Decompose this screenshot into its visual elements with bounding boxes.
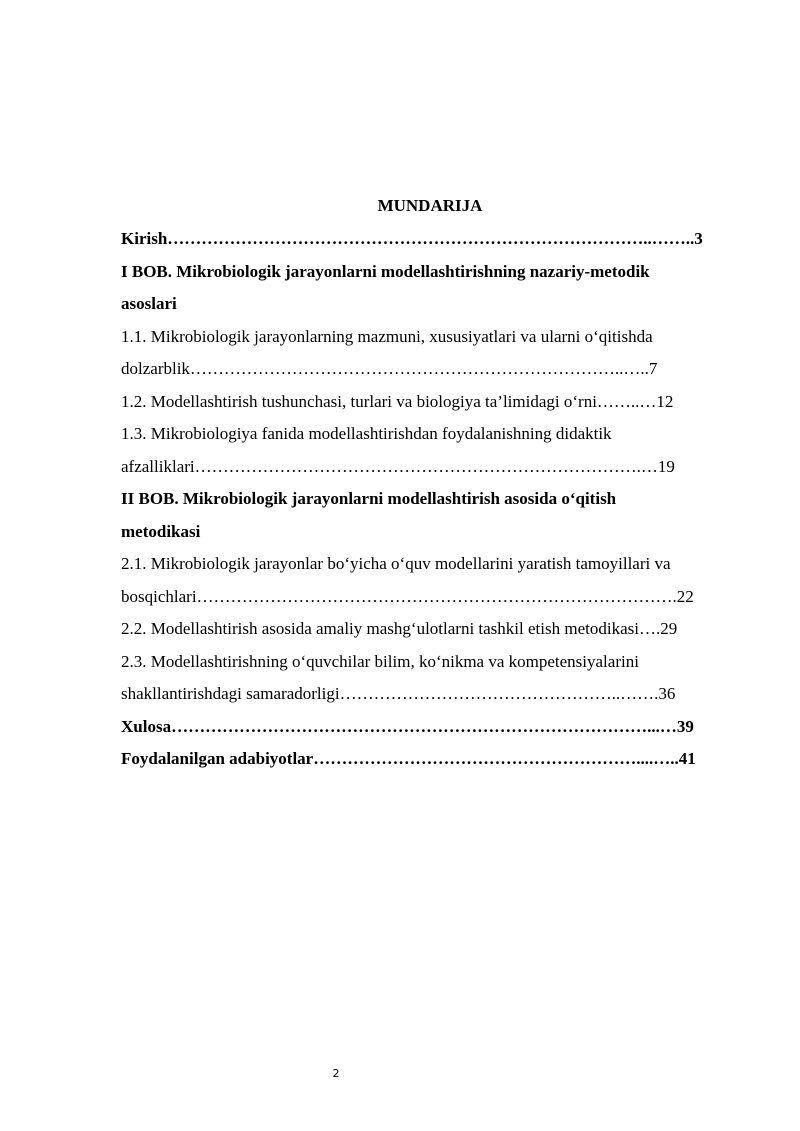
page-number: 2 (332, 1067, 340, 1080)
toc-entry-kirish: Kirish…………………………………………………………………………..……..3 (121, 229, 703, 248)
toc-entry-adabiyotlar: Foydalanilgan adabiyotlar…………………………………………………....…..41 (121, 749, 696, 768)
toc-entry-1-1: 1.1. Mikrobiologik jarayonlarning mazmuni, xususiyatlari va ularni o‘qitishda (121, 327, 653, 346)
toc-entry-2-1-cont: bosqichlari………………………………………………………………………….22 (121, 587, 694, 606)
toc-chapter-1-heading: I BOB. Mikrobiologik jarayonlarni modellashtirishning nazariy-metodik (121, 262, 650, 281)
toc-chapter-1-heading-cont: asoslari (121, 294, 177, 313)
toc-title: MUNDARIJA (377, 196, 483, 215)
toc-entry-2-3-cont: shakllantirishdagi samaradorligi…………………………………………..…….36 (121, 684, 676, 703)
toc-entry-2-3: 2.3. Modellashtirishning o‘quvchilar bilim, ko‘nikma va kompetensiyalarini (121, 652, 639, 671)
toc-entry-2-1: 2.1. Mikrobiologik jarayonlar bo‘yicha o‘quv modellarini yaratish tamoyillari va (121, 554, 671, 573)
toc-entry-xulosa: Xulosa…………………………………………………………………………...…39 (121, 717, 694, 736)
toc-chapter-2-heading-cont: metodikasi (121, 522, 201, 541)
toc-entry-1-1-cont: dolzarblik…………………………………………………………………..…..7 (121, 359, 658, 378)
toc-entry-1-2: 1.2. Modellashtirish tushunchasi, turlari va biologiya ta’limidagi o‘rni……..…12 (121, 392, 674, 411)
toc-entry-1-3: 1.3. Mikrobiologiya fanida modellashtirishdan foydalanishning didaktik (121, 424, 612, 443)
toc-entry-2-2: 2.2. Modellashtirish asosida amaliy mashg‘ulotlarni tashkil etish metodikasi….29 (121, 619, 678, 638)
toc-entry-1-3-cont: afzalliklari…………………………………………………………………….…19 (121, 457, 675, 476)
toc-chapter-2-heading: II BOB. Mikrobiologik jarayonlarni modellashtirish asosida o‘qitish (121, 489, 617, 508)
